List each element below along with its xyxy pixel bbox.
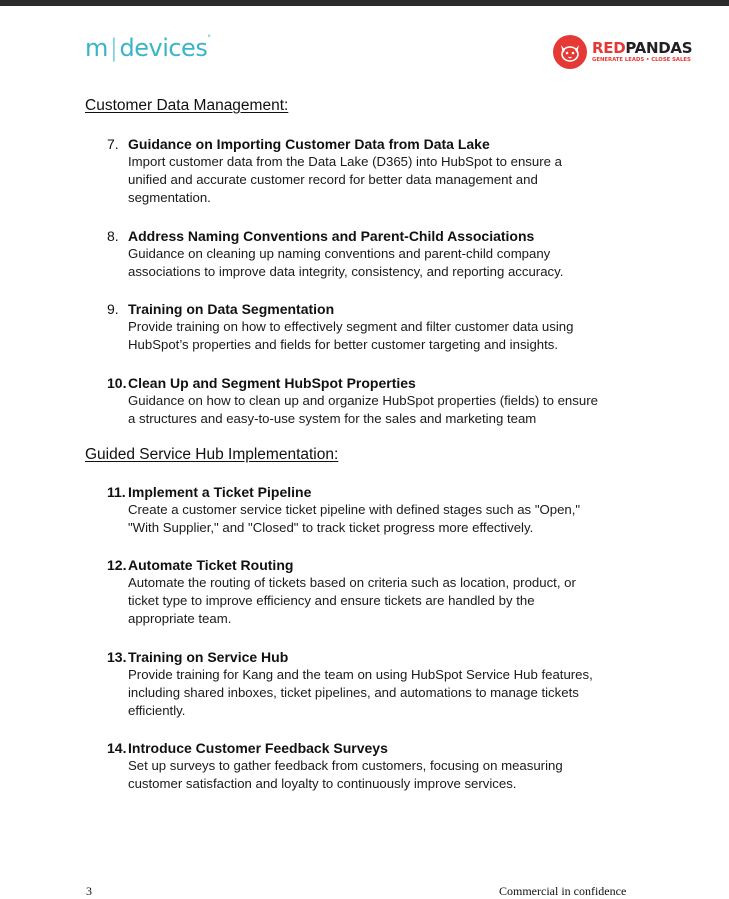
item-number: 9. <box>107 301 119 317</box>
list-item <box>107 135 647 207</box>
list-item <box>107 374 647 428</box>
item-description <box>128 318 647 354</box>
description-line: "With Supplier," and "Closed" to track ticket progress more effectively. <box>128 520 534 535</box>
mdevices-logo <box>85 34 210 62</box>
confidentiality-notice: Commercial in confidence <box>499 884 627 898</box>
item-title: Address Naming Conventions and Parent-Child Associations <box>128 228 535 244</box>
redpandas-logo <box>553 34 692 70</box>
logo-text-m: m <box>85 34 108 62</box>
page-number: 3 <box>86 884 92 898</box>
item-number: 7. <box>107 136 119 152</box>
item-title: Training on Service Hub <box>128 649 289 665</box>
logo-text-devices: devices <box>119 34 208 62</box>
description-line: Provide training for Kang and the team on using HubSpot Service Hub features, <box>128 667 593 682</box>
description-line: efficiently. <box>128 703 186 718</box>
description-line: Create a customer service ticket pipeline with defined stages such as "Open," <box>128 502 581 517</box>
list-item <box>107 556 647 628</box>
description-line: Import customer data from the Data Lake (D365) into HubSpot to ensure a <box>128 154 562 169</box>
red-panda-icon <box>553 35 587 69</box>
item-title: Implement a Ticket Pipeline <box>128 484 312 500</box>
description-line: including shared inboxes, ticket pipelines, and automations to manage tickets <box>128 685 579 700</box>
item-description <box>128 501 647 537</box>
description-line: Automate the routing of tickets based on criteria such as location, product, or <box>128 575 576 590</box>
description-line: unified and accurate customer record for better data management and <box>128 172 538 187</box>
description-line: appropriate team. <box>128 611 232 626</box>
item-title: Introduce Customer Feedback Surveys <box>128 740 388 756</box>
description-line: ticket type to improve efficiency and ensure tickets are handled by the <box>128 593 535 608</box>
item-description <box>128 392 647 428</box>
logo-separator: | <box>109 34 118 62</box>
item-number: 10. <box>107 375 127 391</box>
list-item <box>107 227 647 281</box>
description-line: Guidance on how to clean up and organize HubSpot properties (fields) to ensure <box>128 393 598 408</box>
item-number: 12. <box>107 557 127 573</box>
item-description <box>128 757 647 793</box>
item-number: 13. <box>107 649 127 665</box>
section-heading-customer-data: Customer Data Management: <box>85 97 289 114</box>
item-description <box>128 245 647 281</box>
page-top-border <box>0 0 729 6</box>
description-line: a structures and easy-to-use system for the sales and marketing team <box>128 411 537 426</box>
item-title: Guidance on Importing Customer Data from Data Lake <box>128 136 490 152</box>
description-line: Provide training on how to effectively segment and filter customer data using <box>128 319 574 334</box>
description-line: segmentation. <box>128 190 211 205</box>
description-line: associations to improve data integrity, consistency, and reporting accuracy. <box>128 264 564 279</box>
logo-mark: ° <box>207 34 211 42</box>
section-heading-service-hub: Guided Service Hub Implementation: <box>85 446 339 463</box>
item-title: Automate Ticket Routing <box>128 557 294 573</box>
wordmark-red: RED <box>592 38 626 57</box>
redpandas-tagline: GENERATE LEADS • CLOSE SALES <box>592 56 691 63</box>
description-line: customer satisfaction and loyalty to continuously improve services. <box>128 776 517 791</box>
list-item <box>107 739 647 793</box>
item-description <box>128 153 647 207</box>
item-number: 11. <box>107 484 126 500</box>
list-item <box>107 300 647 354</box>
item-title: Clean Up and Segment HubSpot Properties <box>128 375 416 391</box>
list-item <box>107 648 647 720</box>
description-line: Set up surveys to gather feedback from customers, focusing on measuring <box>128 758 563 773</box>
list-item <box>107 483 647 537</box>
wordmark-dark: PANDAS <box>625 38 693 57</box>
item-title: Training on Data Segmentation <box>128 301 335 317</box>
item-description <box>128 574 647 628</box>
item-description <box>128 666 647 720</box>
item-number: 8. <box>107 228 119 244</box>
description-line: HubSpot’s properties and fields for better customer targeting and insights. <box>128 337 559 352</box>
description-line: Guidance on cleaning up naming conventions and parent-child company <box>128 246 551 261</box>
redpandas-wordmark <box>592 38 693 57</box>
item-number: 14. <box>107 740 127 756</box>
